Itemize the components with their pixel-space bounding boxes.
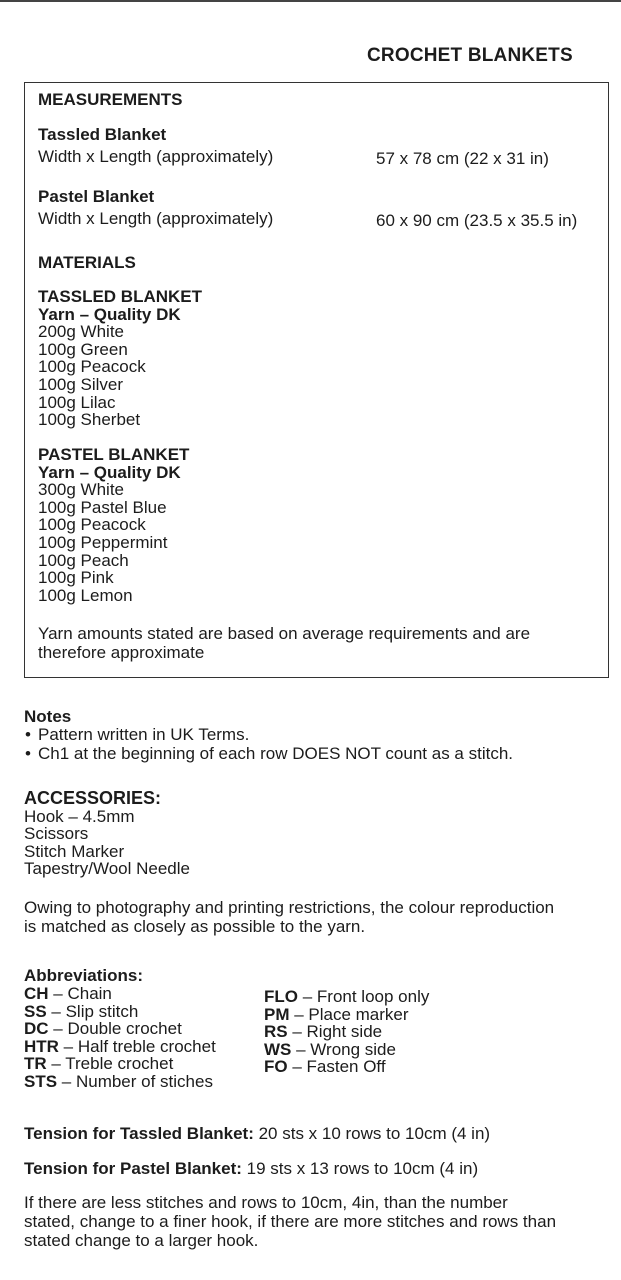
tassled-measure-label: Width x Length (approximately) [38,147,274,166]
abbr-definition: – Wrong side [291,1039,396,1059]
abbreviation-item [264,1041,429,1059]
abbreviation-item [24,1003,216,1021]
notes-section [24,708,513,763]
abbr-term: FLO [264,987,298,1006]
abbreviation-item [24,985,216,1003]
hook-note-line: stated change to a larger hook. [24,1231,259,1250]
abbreviation-item [264,1006,429,1024]
pastel-materials-title: PASTEL BLANKET [38,445,190,464]
page-title: CROCHET BLANKETS [367,45,573,66]
abbr-term: DC [24,1019,49,1039]
abbreviations-left-column [24,985,216,1091]
list-item: 100g Lilac [38,392,116,412]
pastel-materials-list [38,446,189,604]
abbr-term: CH [24,984,49,1003]
abbreviation-item [264,988,429,1006]
list-item: 100g Pastel Blue [38,497,167,517]
abbr-definition: – Fasten Off [287,1057,386,1077]
list-item: • Ch1 at the beginning of each row DOES NOT count as a stitch. [24,745,513,764]
tassled-materials-list [38,288,202,429]
abbreviation-item [264,1023,429,1041]
tension-tassled-label: Tension for Tassled Blanket: [24,1124,254,1143]
abbr-term: STS [24,1071,58,1091]
abbr-term: HTR [24,1036,59,1056]
list-item: 100g Peach [38,550,129,570]
notes-heading: Notes [24,707,72,726]
abbr-term: TR [24,1054,47,1074]
pastel-measure-value: 60 x 90 cm (23.5 x 35.5 in) [376,211,578,230]
list-item: 200g White [38,322,124,342]
accessories-heading: ACCESSORIES: [24,788,162,808]
abbreviations-right-column [264,988,429,1076]
list-item: 100g Peacock [38,357,146,377]
tension-pastel-label: Tension for Pastel Blanket: [24,1159,242,1178]
abbr-definition: – Half treble crochet [58,1036,216,1056]
abbr-definition: – Treble crochet [46,1054,174,1074]
abbreviations-heading: Abbreviations: [24,966,144,985]
list-item: 100g Lemon [38,585,133,605]
abbreviation-item [264,1058,429,1076]
pastel-measure-label: Width x Length (approximately) [38,209,274,228]
measurements-heading: MEASUREMENTS [38,90,183,109]
abbr-definition: – Place marker [289,1004,409,1024]
list-item: 300g White [38,480,124,500]
tension-pastel [24,1159,478,1179]
abbreviation-item [24,1073,216,1091]
abbr-definition: – Front loop only [298,987,430,1006]
tension-pastel-value: 19 sts x 13 rows to 10cm (4 in) [241,1159,479,1178]
abbreviation-item [24,1020,216,1038]
list-item: 100g Peppermint [38,532,168,552]
hook-note-line: stated, change to a finer hook, if there are more stitches and rows than [24,1212,557,1231]
list-item: 100g Green [38,339,128,359]
yarn-note-line: therefore approximate [38,643,205,662]
tassled-measure-title: Tassled Blanket [38,125,167,144]
abbr-term: PM [264,1004,290,1024]
yarn-note-line: Yarn amounts stated are based on average requirements and are [38,624,531,643]
abbreviation-item [24,1055,216,1073]
abbr-term: RS [264,1022,288,1042]
list-item: 100g Sherbet [38,410,141,430]
tassled-yarn-heading: Yarn – Quality DK [38,304,181,324]
pastel-measure-title: Pastel Blanket [38,187,155,206]
abbr-definition: – Right side [287,1022,383,1042]
pastel-yarn-heading: Yarn – Quality DK [38,462,181,482]
list-item: 100g Pink [38,568,114,588]
photo-note-line: is matched as closely as possible to the yarn. [24,917,366,936]
list-item: Hook – 4.5mm [24,806,135,826]
abbr-definition: – Number of stiches [57,1071,213,1091]
list-item: Scissors [24,824,89,844]
hook-note-line: If there are less stitches and rows to 10cm, 4in, than the number [24,1193,508,1212]
list-item: Stitch Marker [24,841,125,861]
abbr-definition: – Chain [48,984,112,1003]
abbr-term: FO [264,1057,288,1077]
list-item: • Pattern written in UK Terms. [24,726,513,745]
tassled-measure-value: 57 x 78 cm (22 x 31 in) [376,149,549,168]
abbr-term: SS [24,1001,47,1021]
photo-note-line: Owing to photography and printing restrictions, the colour reproduction [24,898,555,917]
list-item: 100g Peacock [38,515,146,535]
tension-tassled-value: 20 sts x 10 rows to 10cm (4 in) [253,1124,491,1143]
list-item: Tapestry/Wool Needle [24,859,190,879]
hook-adjustment-note [24,1193,556,1250]
yarn-amount-note [38,624,530,662]
abbr-definition: – Double crochet [48,1019,182,1039]
abbreviation-item [24,1038,216,1056]
materials-heading: MATERIALS [38,253,136,272]
colour-reproduction-note [24,898,554,936]
accessories-section [24,790,190,878]
tension-tassled [24,1124,490,1144]
top-rule [0,0,621,2]
abbr-term: WS [264,1039,292,1059]
list-item: 100g Silver [38,374,124,394]
abbr-definition: – Slip stitch [46,1001,139,1021]
tassled-materials-title: TASSLED BLANKET [38,287,203,306]
